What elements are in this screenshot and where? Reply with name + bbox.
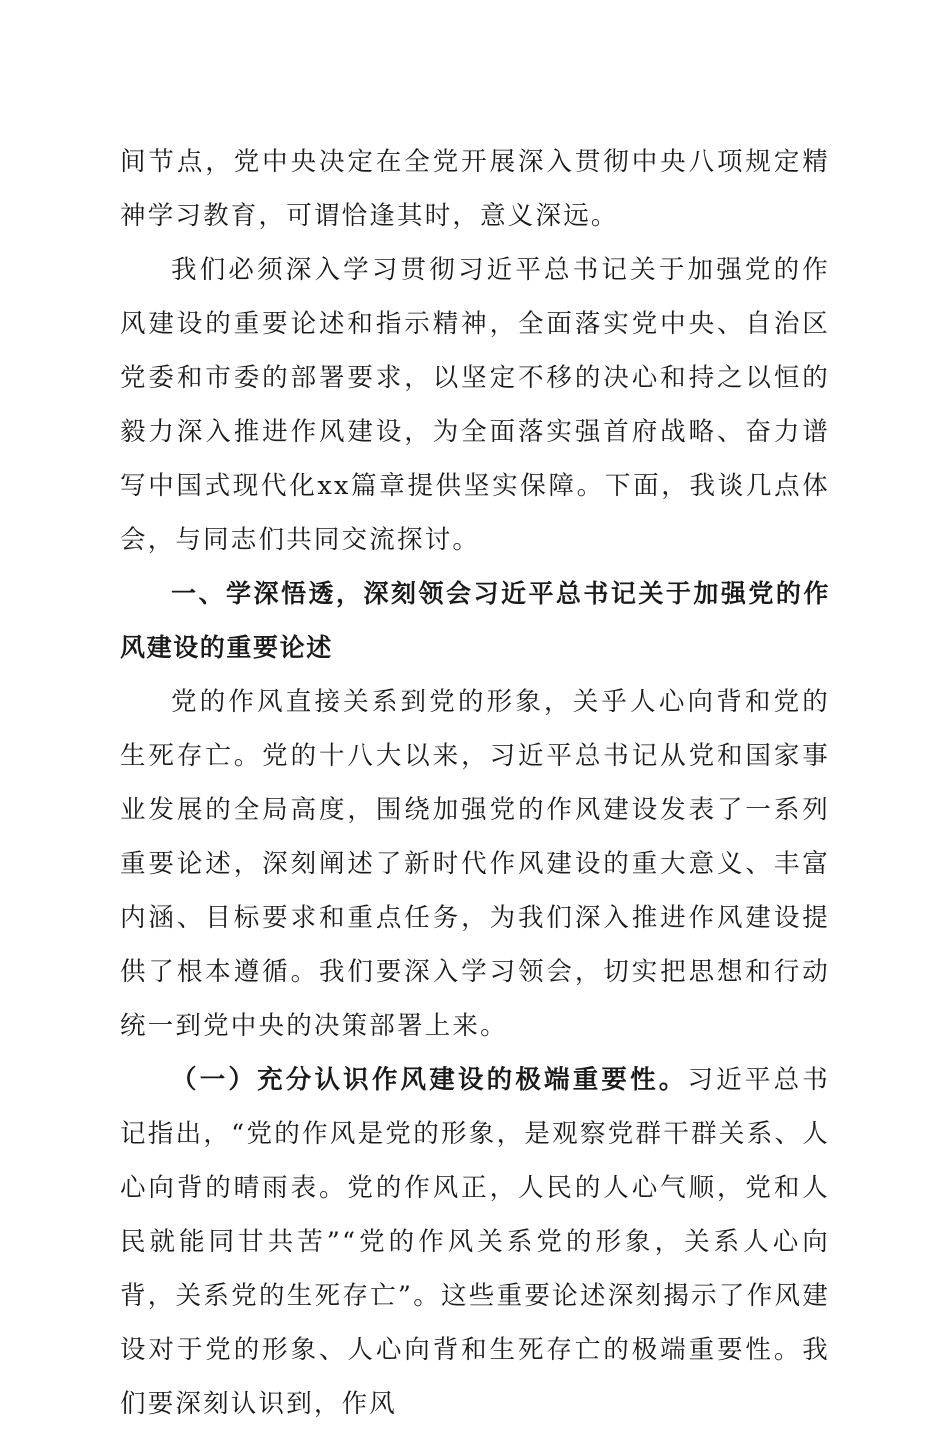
- continuation-paragraph: 间节点，党中央决定在全党开展深入贯彻中央八项规定精神学习教育，可谓恰逢其时，意义深远。: [120, 147, 830, 231]
- section-paragraph: 党的作风直接关系到党的形象，关乎人心向背和党的生死存亡。党的十八大以来，习近平总书记从党和国家事业发展的全局高度，围绕加强党的作风建设发表了一系列重要论述，深刻阐述了新时代作风建设的重大意义、丰富内涵、目标要求和重点任务，为我们深入推进作风建设提供了根本遵循。我们要深入学习领会，切实把思想和行动统一到党中央的决策部署上来。: [120, 687, 830, 1041]
- intro-paragraph: 我们必须深入学习贯彻习近平总书记关于加强党的作风建设的重要论述和指示精神，全面落实党中央、自治区党委和市委的部署要求，以坚定不移的决心和持之以恒的毅力深入推进作风建设，为全面落实强首府战略、奋力谱写中国式现代化xx篇章提供坚实保障。下面，我谈几点体会，与同志们共同交流探讨。: [120, 255, 830, 555]
- section-heading: 一、学深悟透，深刻领会习近平总书记关于加强党的作风建设的重要论述: [120, 579, 830, 662]
- subsection-body: 习近平总书记指出，“党的作风是党的形象，是观察党群干群关系、人心向背的晴雨表。党的作风正，人民的人心气顺，党和人民就能同甘共苦”“党的作风关系党的形象，关系人心向背，关系党的生死存亡”。这些重要论述深刻揭示了作风建设对于党的形象、人心向背和生死存亡的极端重要性。我们要深刻认识到，作风: [120, 1065, 830, 1419]
- subsection-lead: （一）充分认识作风建设的极端重要性。: [171, 1065, 688, 1095]
- subsection-paragraph: [120, 1053, 830, 1431]
- document-body: [120, 135, 830, 1431]
